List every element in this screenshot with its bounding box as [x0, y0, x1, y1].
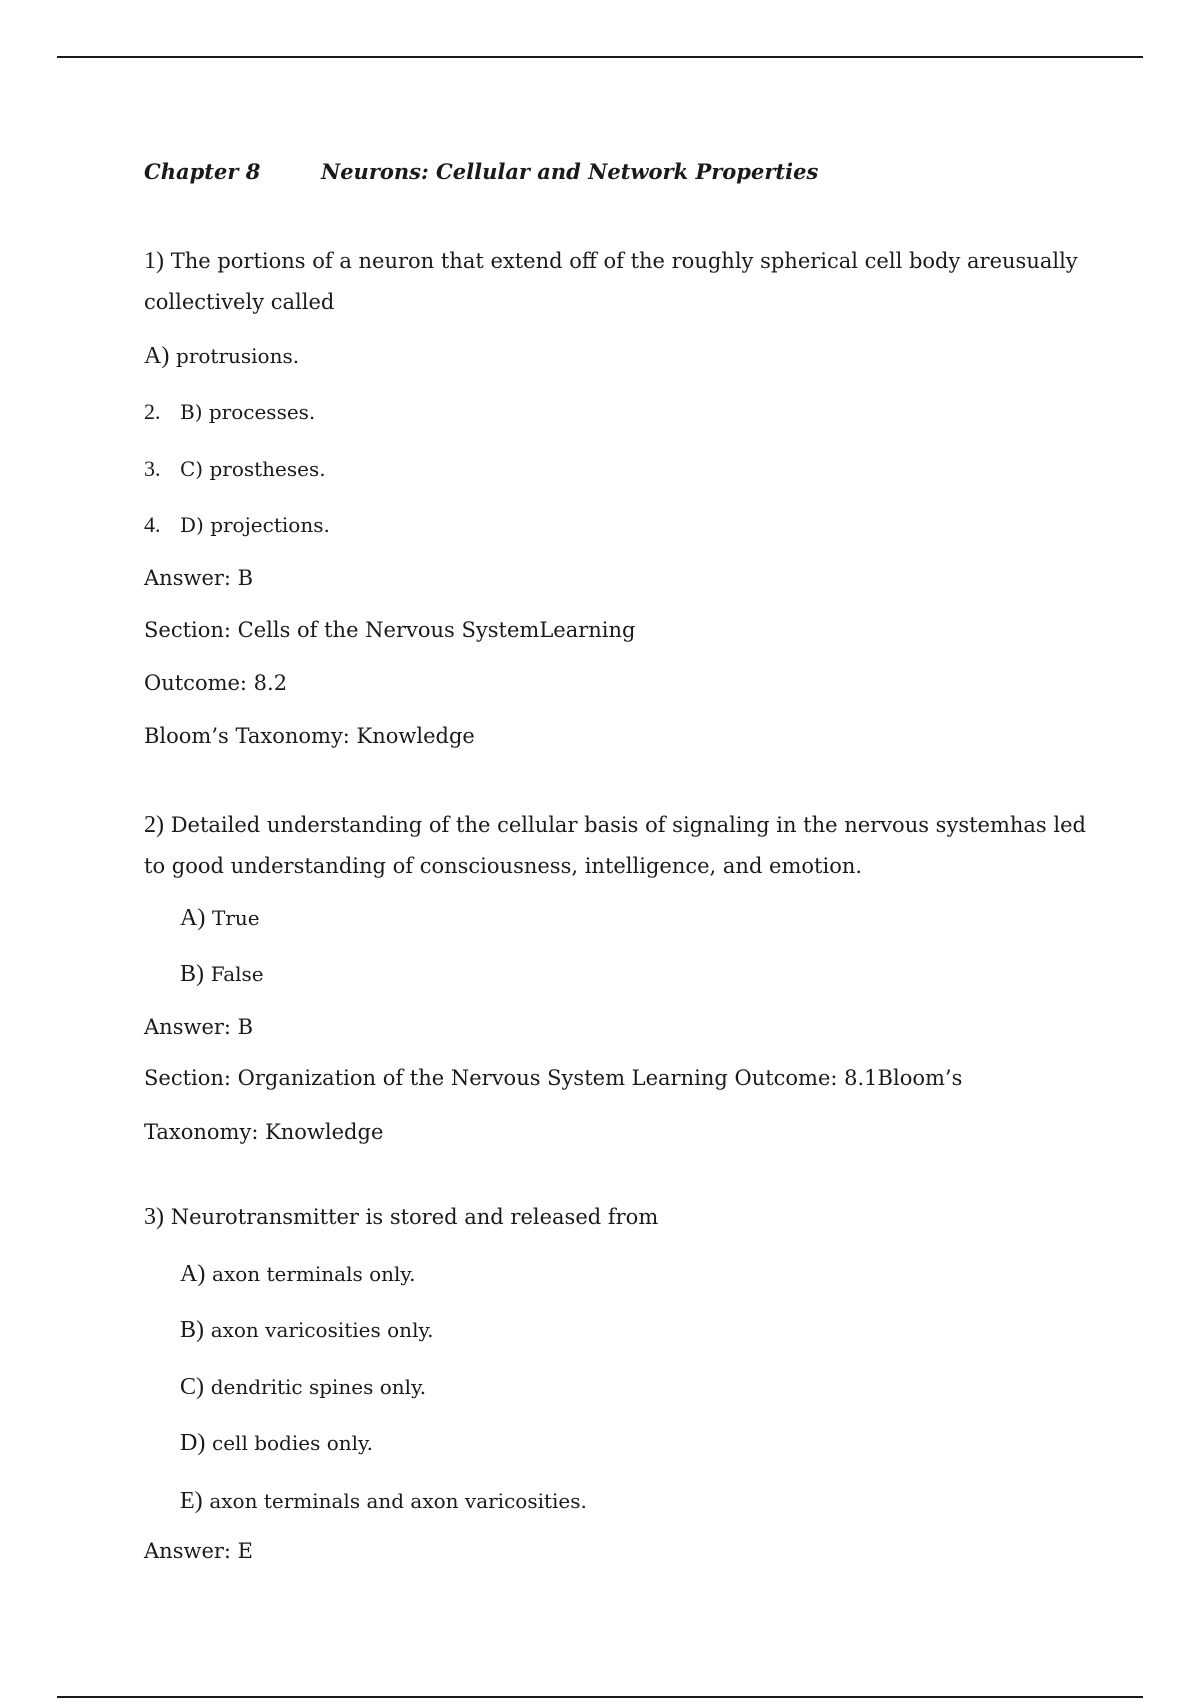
- question-3-option-e: [180, 1487, 587, 1515]
- option-letter: E): [180, 1488, 203, 1514]
- option-letter: B): [180, 961, 204, 987]
- question-2-option-b: [180, 960, 264, 988]
- question-2-stem-line-2: to good understanding of consciousness, intelligence, and emotion.: [144, 854, 863, 878]
- option-text: axon terminals only.: [212, 1262, 416, 1286]
- question-1-answer: Answer: B: [144, 566, 254, 590]
- option-text: C) prostheses.: [180, 457, 326, 481]
- option-text: cell bodies only.: [212, 1431, 374, 1455]
- question-2-stem-line-1: [144, 811, 1086, 839]
- question-3-answer: Answer: E: [144, 1539, 253, 1563]
- question-2-section: Section: Organization of the Nervous System Learning Outcome: 8.1Bloom’s: [144, 1066, 963, 1090]
- option-text: False: [210, 962, 264, 986]
- question-1-number: 1): [144, 248, 164, 274]
- question-3-option-c: [180, 1373, 426, 1401]
- option-letter: C): [180, 1374, 204, 1400]
- option-letter: A): [144, 343, 170, 369]
- chapter-title: Neurons: Cellular and Network Properties: [321, 159, 819, 184]
- question-2-option-a: [180, 904, 260, 932]
- option-text: axon varicosities only.: [210, 1318, 434, 1342]
- question-1-option-b: [144, 398, 315, 426]
- list-number: 4.: [144, 512, 161, 537]
- option-text: protrusions.: [176, 344, 300, 368]
- option-text: dendritic spines only.: [210, 1375, 427, 1399]
- option-letter: A): [180, 1261, 206, 1287]
- question-1-stem-text: The portions of a neuron that extend off of the roughly spherical cell body areusually: [170, 249, 1078, 273]
- option-letter: A): [180, 905, 206, 931]
- question-2-answer: Answer: B: [144, 1015, 254, 1039]
- option-text: axon terminals and axon varicosities.: [209, 1489, 587, 1513]
- option-text: D) projections.: [180, 513, 330, 537]
- question-1-outcome: Outcome: 8.2: [144, 671, 288, 695]
- question-1-section: Section: Cells of the Nervous SystemLearning: [144, 618, 636, 642]
- question-1-stem-line-2: collectively called: [144, 290, 335, 314]
- list-number: 3.: [144, 456, 161, 481]
- question-2-number: 2): [144, 812, 164, 838]
- question-1-stem-line-1: [144, 247, 1078, 275]
- list-number: 2.: [144, 399, 161, 424]
- question-1-option-d: [144, 511, 330, 539]
- chapter-label: Chapter 8: [144, 159, 261, 184]
- question-1-option-c: [144, 455, 326, 483]
- bottom-rule: [57, 1696, 1143, 1698]
- option-letter: D): [180, 1430, 206, 1456]
- question-3-stem: [144, 1203, 658, 1231]
- option-text: True: [212, 906, 260, 930]
- question-3-option-a: [180, 1260, 415, 1288]
- option-text: B) processes.: [180, 400, 316, 424]
- question-3-number: 3): [144, 1204, 164, 1230]
- question-1-option-a: [144, 342, 299, 370]
- option-letter: B): [180, 1317, 204, 1343]
- question-1-bloom: Bloom’s Taxonomy: Knowledge: [144, 724, 475, 748]
- top-rule: [57, 56, 1143, 58]
- question-3-option-d: [180, 1429, 373, 1457]
- question-3-stem-text: Neurotransmitter is stored and released from: [170, 1205, 659, 1229]
- question-2-taxonomy: Taxonomy: Knowledge: [144, 1120, 384, 1144]
- question-3-option-b: [180, 1316, 433, 1344]
- question-2-stem-text: Detailed understanding of the cellular basis of signaling in the nervous systemhas led: [170, 813, 1086, 837]
